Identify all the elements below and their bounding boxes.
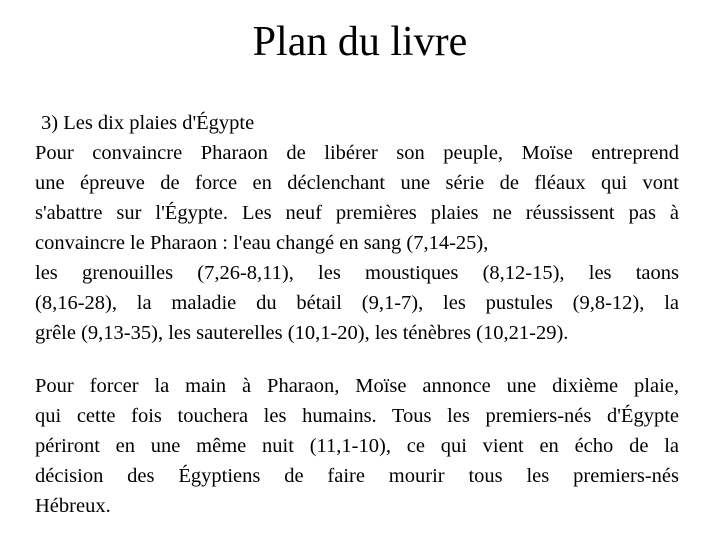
- text-line: les grenouilles (7,26-8,11), les moustiques (8,12-15), les taons: [35, 262, 679, 284]
- text-line: Pour convaincre Pharaon de libérer son peuple, Moïse entreprend: [35, 142, 679, 164]
- text-line: grêle (9,13-35), les sauterelles (10,1-20), les ténèbres (10,21-29).: [35, 322, 569, 344]
- paragraph-plagues: [35, 138, 679, 348]
- text-line: convaincre le Pharaon : l'eau changé en sang (7,14-25),: [35, 232, 489, 254]
- text-line: une épreuve de force en déclenchant une série de fléaux qui vont: [35, 172, 679, 194]
- text-line: Pour forcer la main à Pharaon, Moïse annonce une dixième plaie,: [35, 375, 679, 397]
- page-title: Plan du livre: [252, 19, 468, 65]
- text-line: Hébreux.: [35, 495, 111, 517]
- text-line: décision des Égyptiens de faire mourir tous les premiers-nés: [35, 465, 679, 487]
- text-line: (8,16-28), la maladie du bétail (9,1-7), les pustules (9,8-12), la: [35, 292, 679, 314]
- section-heading: 3) Les dix plaies d'Égypte: [41, 112, 255, 134]
- body-text: [35, 108, 679, 521]
- text-line: périront en une même nuit (11,1-10), ce qui vient en écho de la: [35, 435, 679, 457]
- paragraph-tenth-plague: [35, 371, 679, 521]
- text-line: qui cette fois touchera les humains. Tous les premiers-nés d'Égypte: [35, 405, 679, 427]
- text-line: s'abattre sur l'Égypte. Les neuf premières plaies ne réussissent pas à: [35, 202, 679, 224]
